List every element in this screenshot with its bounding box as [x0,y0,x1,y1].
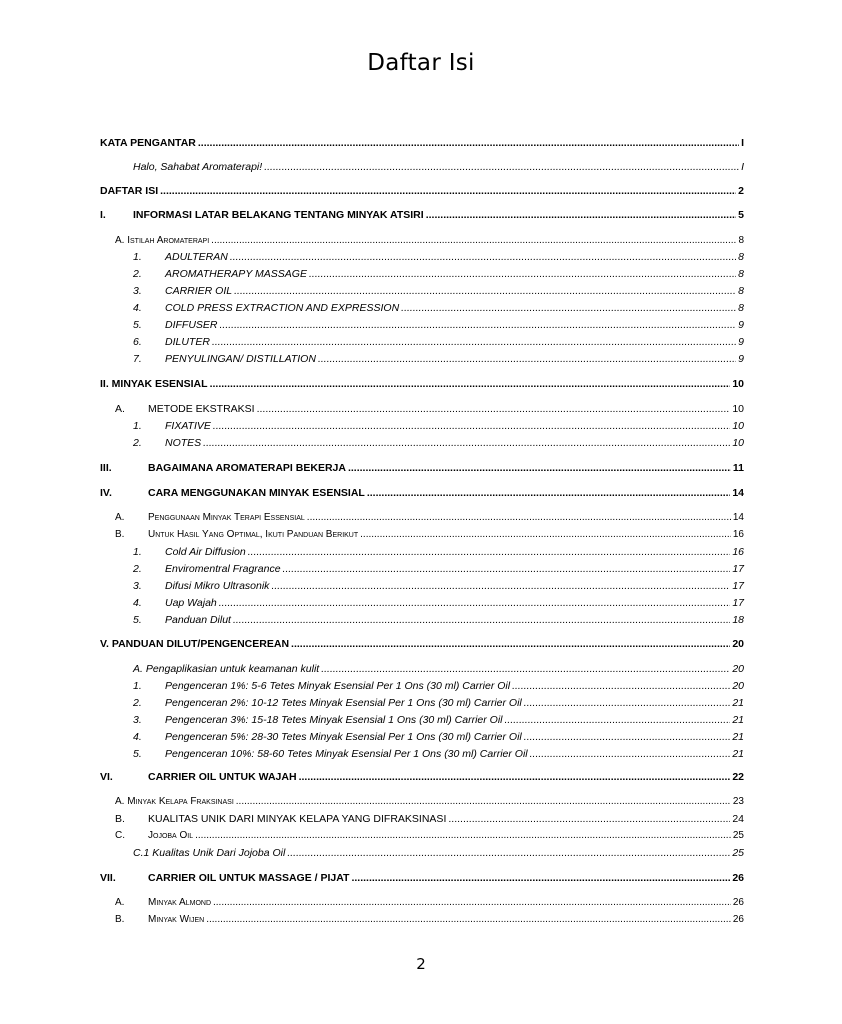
toc-entry-kata-pengantar[interactable] [100,134,744,150]
dot-leader [257,402,731,416]
toc-entry-kualitas-jojoba[interactable] [133,844,744,860]
toc-entry-text: A. Minyak Kelapa Fraksinasi [115,796,234,807]
dot-leader [234,284,736,298]
toc-entry-page: 20 [732,638,744,650]
toc-entry-number: B. [115,529,125,540]
toc-entry-page: 8 [738,285,744,297]
toc-entry-page: 8 [738,302,744,314]
toc-entry-number: A. [115,897,125,908]
toc-entry-text: Pengenceran 2%: 10-12 Tetes Minyak Esensial Per 1 Ons (30 ml) Carrier Oil [165,697,522,709]
toc-entry-difusi-mikro[interactable] [133,577,744,593]
dot-leader [206,913,731,927]
toc-entry-halo[interactable] [133,158,744,174]
toc-entry-page: 5 [738,209,744,221]
toc-entry-page: 21 [732,748,744,760]
dot-leader [291,637,730,651]
toc-entry-page: 10 [732,420,744,432]
toc-entry-number: 7. [133,353,142,365]
dot-leader [524,696,731,710]
toc-entry-page: 24 [732,813,744,825]
dot-leader [160,184,736,198]
toc-entry-number: B. [115,914,125,925]
toc-entry-text: AROMATHERAPY MASSAGE [165,268,307,280]
dot-leader [448,812,730,826]
dot-leader [264,160,739,174]
dot-leader [367,486,730,500]
toc-entry-page: 9 [738,353,744,365]
toc-entry-page: I [741,137,744,149]
toc-entry-page: 26 [732,872,744,884]
toc-entry-number: 6. [133,336,142,348]
toc-entry-chapter-5[interactable] [100,635,744,651]
toc-entry-diffuser[interactable] [133,316,744,332]
dot-leader [220,318,737,332]
toc-entry-number: C. [115,830,125,841]
toc-entry-page: 8 [738,268,744,280]
dot-leader [283,562,731,576]
toc-entry-text: Difusi Mikro Ultrasonik [165,580,270,592]
toc-entry-page: 26 [732,914,744,925]
toc-entry-pengenceran-10[interactable] [133,745,744,761]
toc-entry-page: 26 [732,897,744,908]
dot-leader [505,713,731,727]
toc-entry-page: 8 [738,251,744,263]
toc-entry-page: 21 [732,697,744,709]
toc-entry-page: 17 [732,597,744,609]
toc-entry-text: A. Pengaplikasian untuk keamanan kulit [133,663,320,675]
dot-leader [211,234,736,248]
toc-entry-istilah-aromaterapi[interactable] [115,232,744,248]
toc-entry-text: Panduan Dilut [165,614,231,626]
toc-entry-text: Cold Air Diffusion [165,546,246,558]
toc-entry-number: 3. [133,580,142,592]
toc-entry-number: 5. [133,319,142,331]
toc-entry-text: Minyak Wijen [148,914,205,925]
toc-entry-page: 21 [732,714,744,726]
toc-entry-number: 4. [133,731,142,743]
toc-entry-number: 2. [133,563,142,575]
toc-entry-text: CARRIER OIL UNTUK MASSAGE / PIJAT [148,872,350,884]
toc-entry-text: COLD PRESS EXTRACTION AND EXPRESSION [165,302,400,314]
toc-entry-fixative[interactable] [133,417,744,433]
toc-entry-text: NOTES [165,437,202,449]
toc-entry-page: 14 [732,487,744,499]
toc-entry-text: Uap Wajah [165,597,217,609]
toc-entry-uap-wajah[interactable] [133,594,744,610]
toc-entry-text: DAFTAR ISI [100,185,159,197]
toc-entry-cold-air-diffusion[interactable] [133,543,744,559]
toc-entry-number: 1. [133,251,142,263]
toc-entry-jojoba-oil[interactable] [115,827,744,843]
toc-entry-text: METODE EKSTRAKSI [148,403,255,415]
dot-leader [287,846,730,860]
toc-entry-page: 18 [732,614,744,626]
toc-entry-metode-ekstraksi[interactable] [115,400,744,416]
toc-entry-number: 1. [133,680,142,692]
toc-entry-text: DIFFUSER [165,319,218,331]
toc-entry-number: A. [115,512,125,523]
toc-entry-number: 4. [133,597,142,609]
toc-entry-pengaplikasian[interactable] [133,660,744,676]
toc-entry-page: 11 [732,462,744,474]
toc-entry-page: 9 [738,336,744,348]
toc-entry-pengenceran-5[interactable] [133,728,744,744]
toc-entry-number: I. [100,209,106,221]
toc-entry-page: 17 [732,580,744,592]
toc-entry-minyak-kelapa[interactable] [115,793,744,809]
dot-leader [299,770,731,784]
toc-entry-text: Jojoba Oil [148,830,194,841]
toc-entry-untuk-hasil[interactable] [115,526,744,542]
toc-entry-text: II. MINYAK ESENSIAL [100,378,208,390]
toc-entry-page: 25 [732,847,744,859]
toc-entry-minyak-wijen[interactable] [115,911,744,927]
toc-entry-text: A. Istilah Aromaterapi [115,235,210,246]
toc-entry-text: Minyak Almond [148,897,211,908]
toc-entry-carrier-oil[interactable] [133,282,744,298]
toc-entry-page: 9 [738,319,744,331]
toc-entry-number: 2. [133,437,142,449]
dot-leader [195,829,731,843]
toc-entry-number: 2. [133,697,142,709]
dot-leader [219,596,731,610]
toc-entry-page: 17 [732,563,744,575]
toc-entry-page: 23 [732,796,744,807]
toc-entry-page: 20 [732,680,744,692]
toc-entry-number: 5. [133,614,142,626]
toc-entry-text: CARA MENGGUNAKAN MINYAK ESENSIAL [148,487,365,499]
dot-leader [309,267,736,281]
dot-leader [318,352,736,366]
toc-entry-daftar-isi[interactable] [100,182,744,198]
dot-leader [348,461,731,475]
toc-entry-text: CARRIER OIL UNTUK WAJAH [148,771,297,783]
toc-entry-text: Pengenceran 10%: 58-60 Tetes Minyak Esensial Per 1 Ons (30 ml) Carrier Oil [165,748,528,760]
toc-entry-text: Pengenceran 3%: 15-18 Tetes Minyak Esensial 1 Ons (30 ml) Carrier Oil [165,714,503,726]
dot-leader [321,662,730,676]
toc-entry-panduan-dilut[interactable] [133,611,744,627]
toc-entry-chapter-7[interactable] [100,869,744,885]
toc-entry-text: ADULTERAN [165,251,228,263]
toc-entry-chapter-4[interactable] [100,484,744,500]
dot-leader [236,795,731,809]
toc-entry-text: BAGAIMANA AROMATERAPI BEKERJA [148,462,346,474]
toc-entry-number: VII. [100,872,116,884]
toc-entry-chapter-6[interactable] [100,768,744,784]
toc-entry-page: 22 [732,771,744,783]
toc-entry-number: 1. [133,420,142,432]
toc-entry-cold-press[interactable] [133,299,744,315]
dot-leader [512,679,730,693]
toc-entry-kualitas-kelapa[interactable] [115,810,744,826]
toc-entry-text: Pengenceran 5%: 28-30 Tetes Minyak Esensial Per 1 Ons (30 ml) Carrier Oil [165,731,522,743]
toc-entry-text: KUALITAS UNIK DARI MINYAK KELAPA YANG DIFRAKSINASI [148,813,447,825]
dot-leader [213,419,730,433]
dot-leader [230,250,736,264]
toc-entry-text: Halo, Sahabat Aromaterapi! [133,161,263,173]
dot-leader [401,301,736,315]
toc-entry-chapter-2[interactable] [100,375,744,391]
dot-leader [530,747,731,761]
toc-entry-text: V. PANDUAN DILUT/PENGENCEREAN [100,638,290,650]
toc-entry-pengenceran-1[interactable] [133,677,744,693]
toc-entry-enviromentral-fragrance[interactable] [133,560,744,576]
toc-entry-number: 5. [133,748,142,760]
toc-entry-text: Untuk Hasil Yang Optimal, Ikuti Panduan Berikut [148,529,359,540]
toc-entry-number: 3. [133,285,142,297]
dot-leader [233,613,730,627]
toc-entry-minyak-almond[interactable] [115,894,744,910]
dot-leader [524,730,731,744]
dot-leader [360,528,731,542]
toc-entry-pengenceran-2[interactable] [133,694,744,710]
toc-entry-text: DILUTER [165,336,210,348]
dot-leader [212,335,736,349]
toc-entry-diluter[interactable] [133,333,744,349]
toc-entry-number: 1. [133,546,142,558]
toc-entry-adulteran[interactable] [133,248,744,264]
toc-entry-text: Enviromentral Fragrance [165,563,281,575]
toc-entry-page: 16 [732,529,744,540]
dot-leader [248,545,731,559]
toc-entry-aromatherapy-massage[interactable] [133,265,744,281]
toc-entry-penyulingan[interactable] [133,350,744,366]
page-number: 2 [416,955,426,973]
toc-entry-page: 21 [732,731,744,743]
toc-entry-text: PENYULINGAN/ DISTILLATION [165,353,316,365]
dot-leader [271,579,730,593]
toc-entry-number: A. [115,403,125,415]
page-title: Daftar Isi [367,50,475,76]
toc-entry-text: C.1 Kualitas Unik Dari Jojoba Oil [133,847,286,859]
toc-entry-text: Pengenceran 1%: 5-6 Tetes Minyak Esensial Per 1 Ons (30 ml) Carrier Oil [165,680,511,692]
toc-entry-penggunaan-minyak[interactable] [115,509,744,525]
toc-entry-page: 20 [732,663,744,675]
toc-entry-number: 4. [133,302,142,314]
toc-entry-page: 10 [732,403,744,415]
toc-entry-number: III. [100,462,112,474]
toc-entry-text: FIXATIVE [165,420,211,432]
dot-leader [307,511,731,525]
dot-leader [426,208,736,222]
toc-entry-number: 2. [133,268,142,280]
toc-entry-page: 2 [738,185,744,197]
toc-entry-number: 3. [133,714,142,726]
toc-entry-number: B. [115,813,125,825]
dot-leader [213,896,731,910]
toc-entry-page: 25 [732,830,744,841]
dot-leader [203,436,730,450]
toc-entry-chapter-3[interactable] [100,459,744,475]
toc-entry-number: VI. [100,771,113,783]
toc-entry-text: CARRIER OIL [165,285,233,297]
dot-leader [210,377,731,391]
toc-entry-text: KATA PENGANTAR [100,137,196,149]
toc-entry-page: 16 [732,546,744,558]
toc-entry-page: 10 [732,437,744,449]
toc-entry-number: IV. [100,487,112,499]
toc-entry-chapter-1[interactable] [100,206,744,222]
toc-entry-page: I [741,161,744,173]
toc-entry-page: 14 [732,512,744,523]
toc-entry-text: Penggunaan Minyak Terapi Essensial [148,512,305,523]
toc-entry-page: 8 [738,235,744,246]
toc-entry-pengenceran-3[interactable] [133,711,744,727]
dot-leader [198,136,739,150]
toc-entry-page: 10 [732,378,744,390]
toc-entry-notes[interactable] [133,434,744,450]
toc-entry-text: INFORMASI LATAR BELAKANG TENTANG MINYAK ATSIRI [133,209,424,221]
dot-leader [351,871,730,885]
